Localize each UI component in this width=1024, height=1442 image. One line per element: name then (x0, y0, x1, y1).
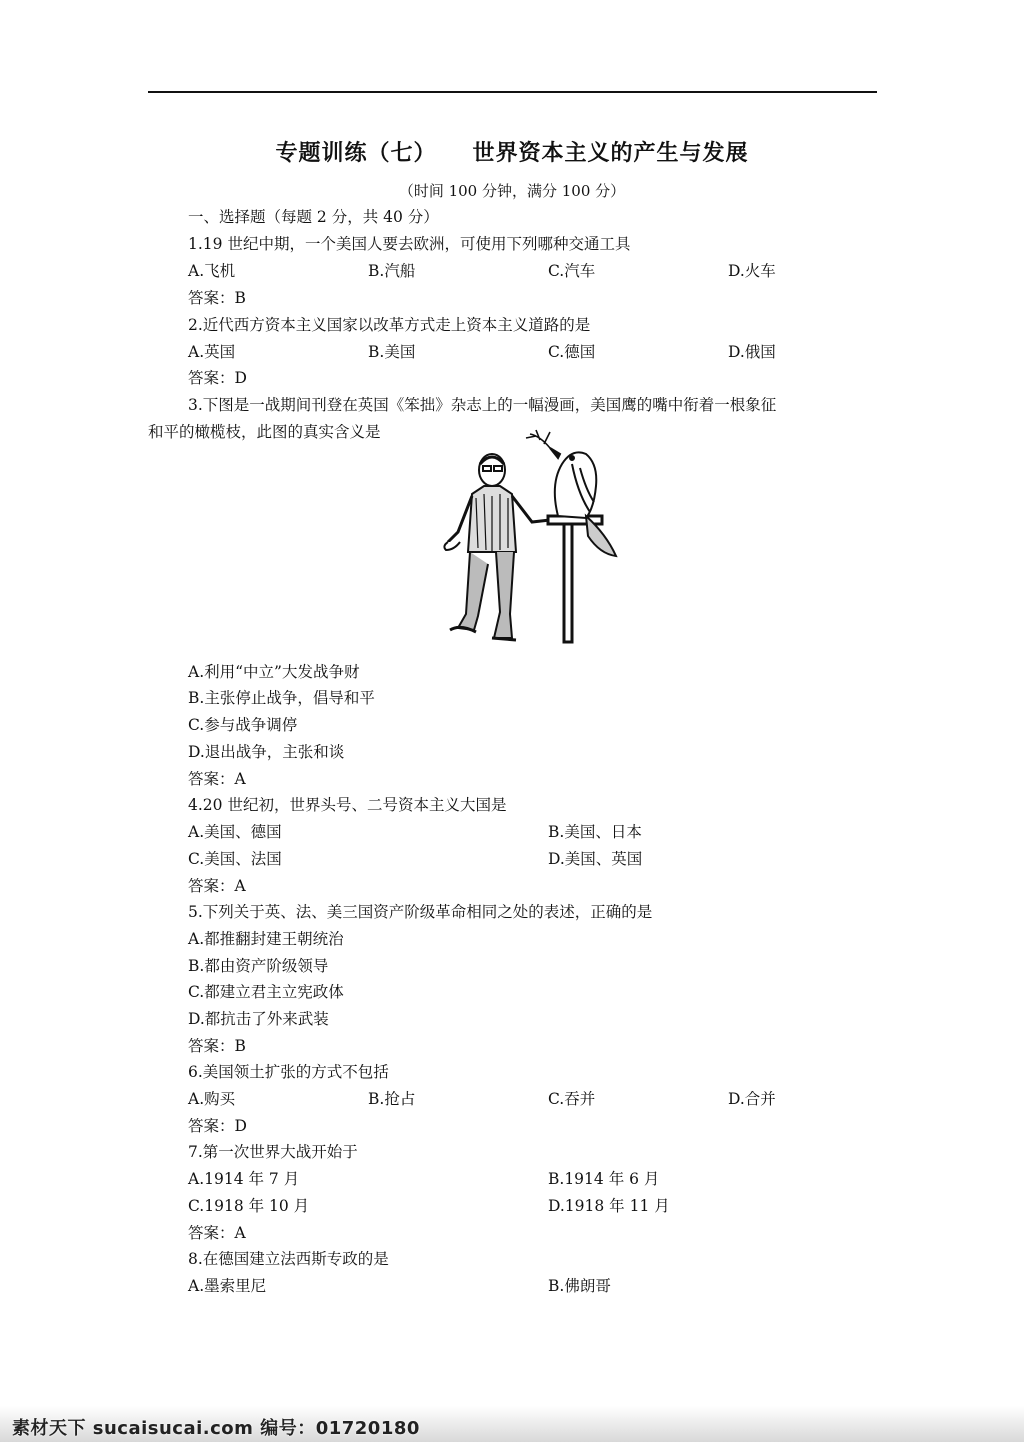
q7-option-d: D.1918 年 11 月 (548, 1197, 670, 1215)
title-left: 专题训练（七） (275, 141, 437, 166)
q7-stem: 7.第一次世界大战开始于 (188, 1143, 358, 1161)
q5-option-d: D.都抗击了外来武装 (188, 1010, 329, 1028)
q7-option-c: C.1918 年 10 月 (188, 1197, 310, 1215)
q2-option-b: B.美国 (368, 343, 416, 361)
q6-stem: 6.美国领土扩张的方式不包括 (188, 1063, 389, 1081)
watermark-text: 素材天下 sucaisucai.com 编号：01720180 (12, 1418, 420, 1439)
page-subtitle: （时间 100 分钟，满分 100 分） (398, 182, 626, 200)
title-right: 世界资本主义的产生与发展 (472, 141, 749, 166)
q5-option-b: B.都由资产阶级领导 (188, 957, 329, 975)
q5-answer: 答案：B (188, 1037, 246, 1055)
q8-option-b: B.佛朗哥 (548, 1277, 611, 1295)
q3-option-c: C.参与战争调停 (188, 716, 298, 734)
q1-option-b: B.汽船 (368, 262, 416, 280)
q2-option-a: A.英国 (188, 343, 236, 361)
q1-stem: 1.19 世纪中期，一个美国人要去欧洲，可使用下列哪种交通工具 (188, 235, 631, 253)
q2-stem: 2.近代西方资本主义国家以改革方式走上资本主义道路的是 (188, 316, 591, 334)
q5-option-c: C.都建立君主立宪政体 (188, 983, 344, 1001)
q8-option-a: A.墨索里尼 (188, 1277, 267, 1295)
q2-option-c: C.德国 (548, 343, 596, 361)
q7-option-a: A.1914 年 7 月 (188, 1170, 300, 1188)
q3-option-d: D.退出战争，主张和谈 (188, 743, 345, 761)
header-rule (148, 91, 877, 93)
q6-option-b: B.抢占 (368, 1090, 416, 1108)
q3-option-b: B.主张停止战争，倡导和平 (188, 689, 375, 707)
q4-answer: 答案：A (188, 877, 246, 895)
q2-answer: 答案：D (188, 369, 247, 387)
q3-stem-line2: 和平的橄榄枝，此图的真实含义是 (148, 423, 381, 441)
q3-stem-line1: 3.下图是一战期间刊登在英国《笨拙》杂志上的一幅漫画，美国鹰的嘴中衔着一根象征 (188, 396, 777, 414)
q8-stem: 8.在德国建立法西斯专政的是 (188, 1250, 389, 1268)
q5-stem: 5.下列关于英、法、美三国资产阶级革命相同之处的表述，正确的是 (188, 903, 653, 921)
q4-option-c: C.美国、法国 (188, 850, 282, 868)
q6-option-c: C.吞并 (548, 1090, 596, 1108)
q4-option-a: A.美国、德国 (188, 823, 282, 841)
section-heading: 一、选择题（每题 2 分，共 40 分） (188, 208, 439, 226)
q6-answer: 答案：D (188, 1117, 247, 1135)
q1-option-d: D.火车 (728, 262, 776, 280)
q2-option-d: D.俄国 (728, 343, 776, 361)
q3-option-a: A.利用“中立”大发战争财 (188, 663, 360, 681)
cartoon-illustration (440, 424, 620, 646)
q6-option-a: A.购买 (188, 1090, 236, 1108)
q6-option-d: D.合并 (728, 1090, 776, 1108)
q1-option-c: C.汽车 (548, 262, 596, 280)
watermark-bar (0, 1406, 1024, 1442)
q4-option-d: D.美国、英国 (548, 850, 643, 868)
q1-option-a: A.飞机 (188, 262, 236, 280)
q4-stem: 4.20 世纪初，世界头号、二号资本主义大国是 (188, 796, 507, 814)
q4-option-b: B.美国、日本 (548, 823, 642, 841)
q7-answer: 答案：A (188, 1224, 246, 1242)
q5-option-a: A.都推翻封建王朝统治 (188, 930, 344, 948)
q3-answer: 答案：A (188, 770, 246, 788)
q7-option-b: B.1914 年 6 月 (548, 1170, 660, 1188)
page-title (0, 136, 1024, 167)
q1-answer: 答案：B (188, 289, 246, 307)
